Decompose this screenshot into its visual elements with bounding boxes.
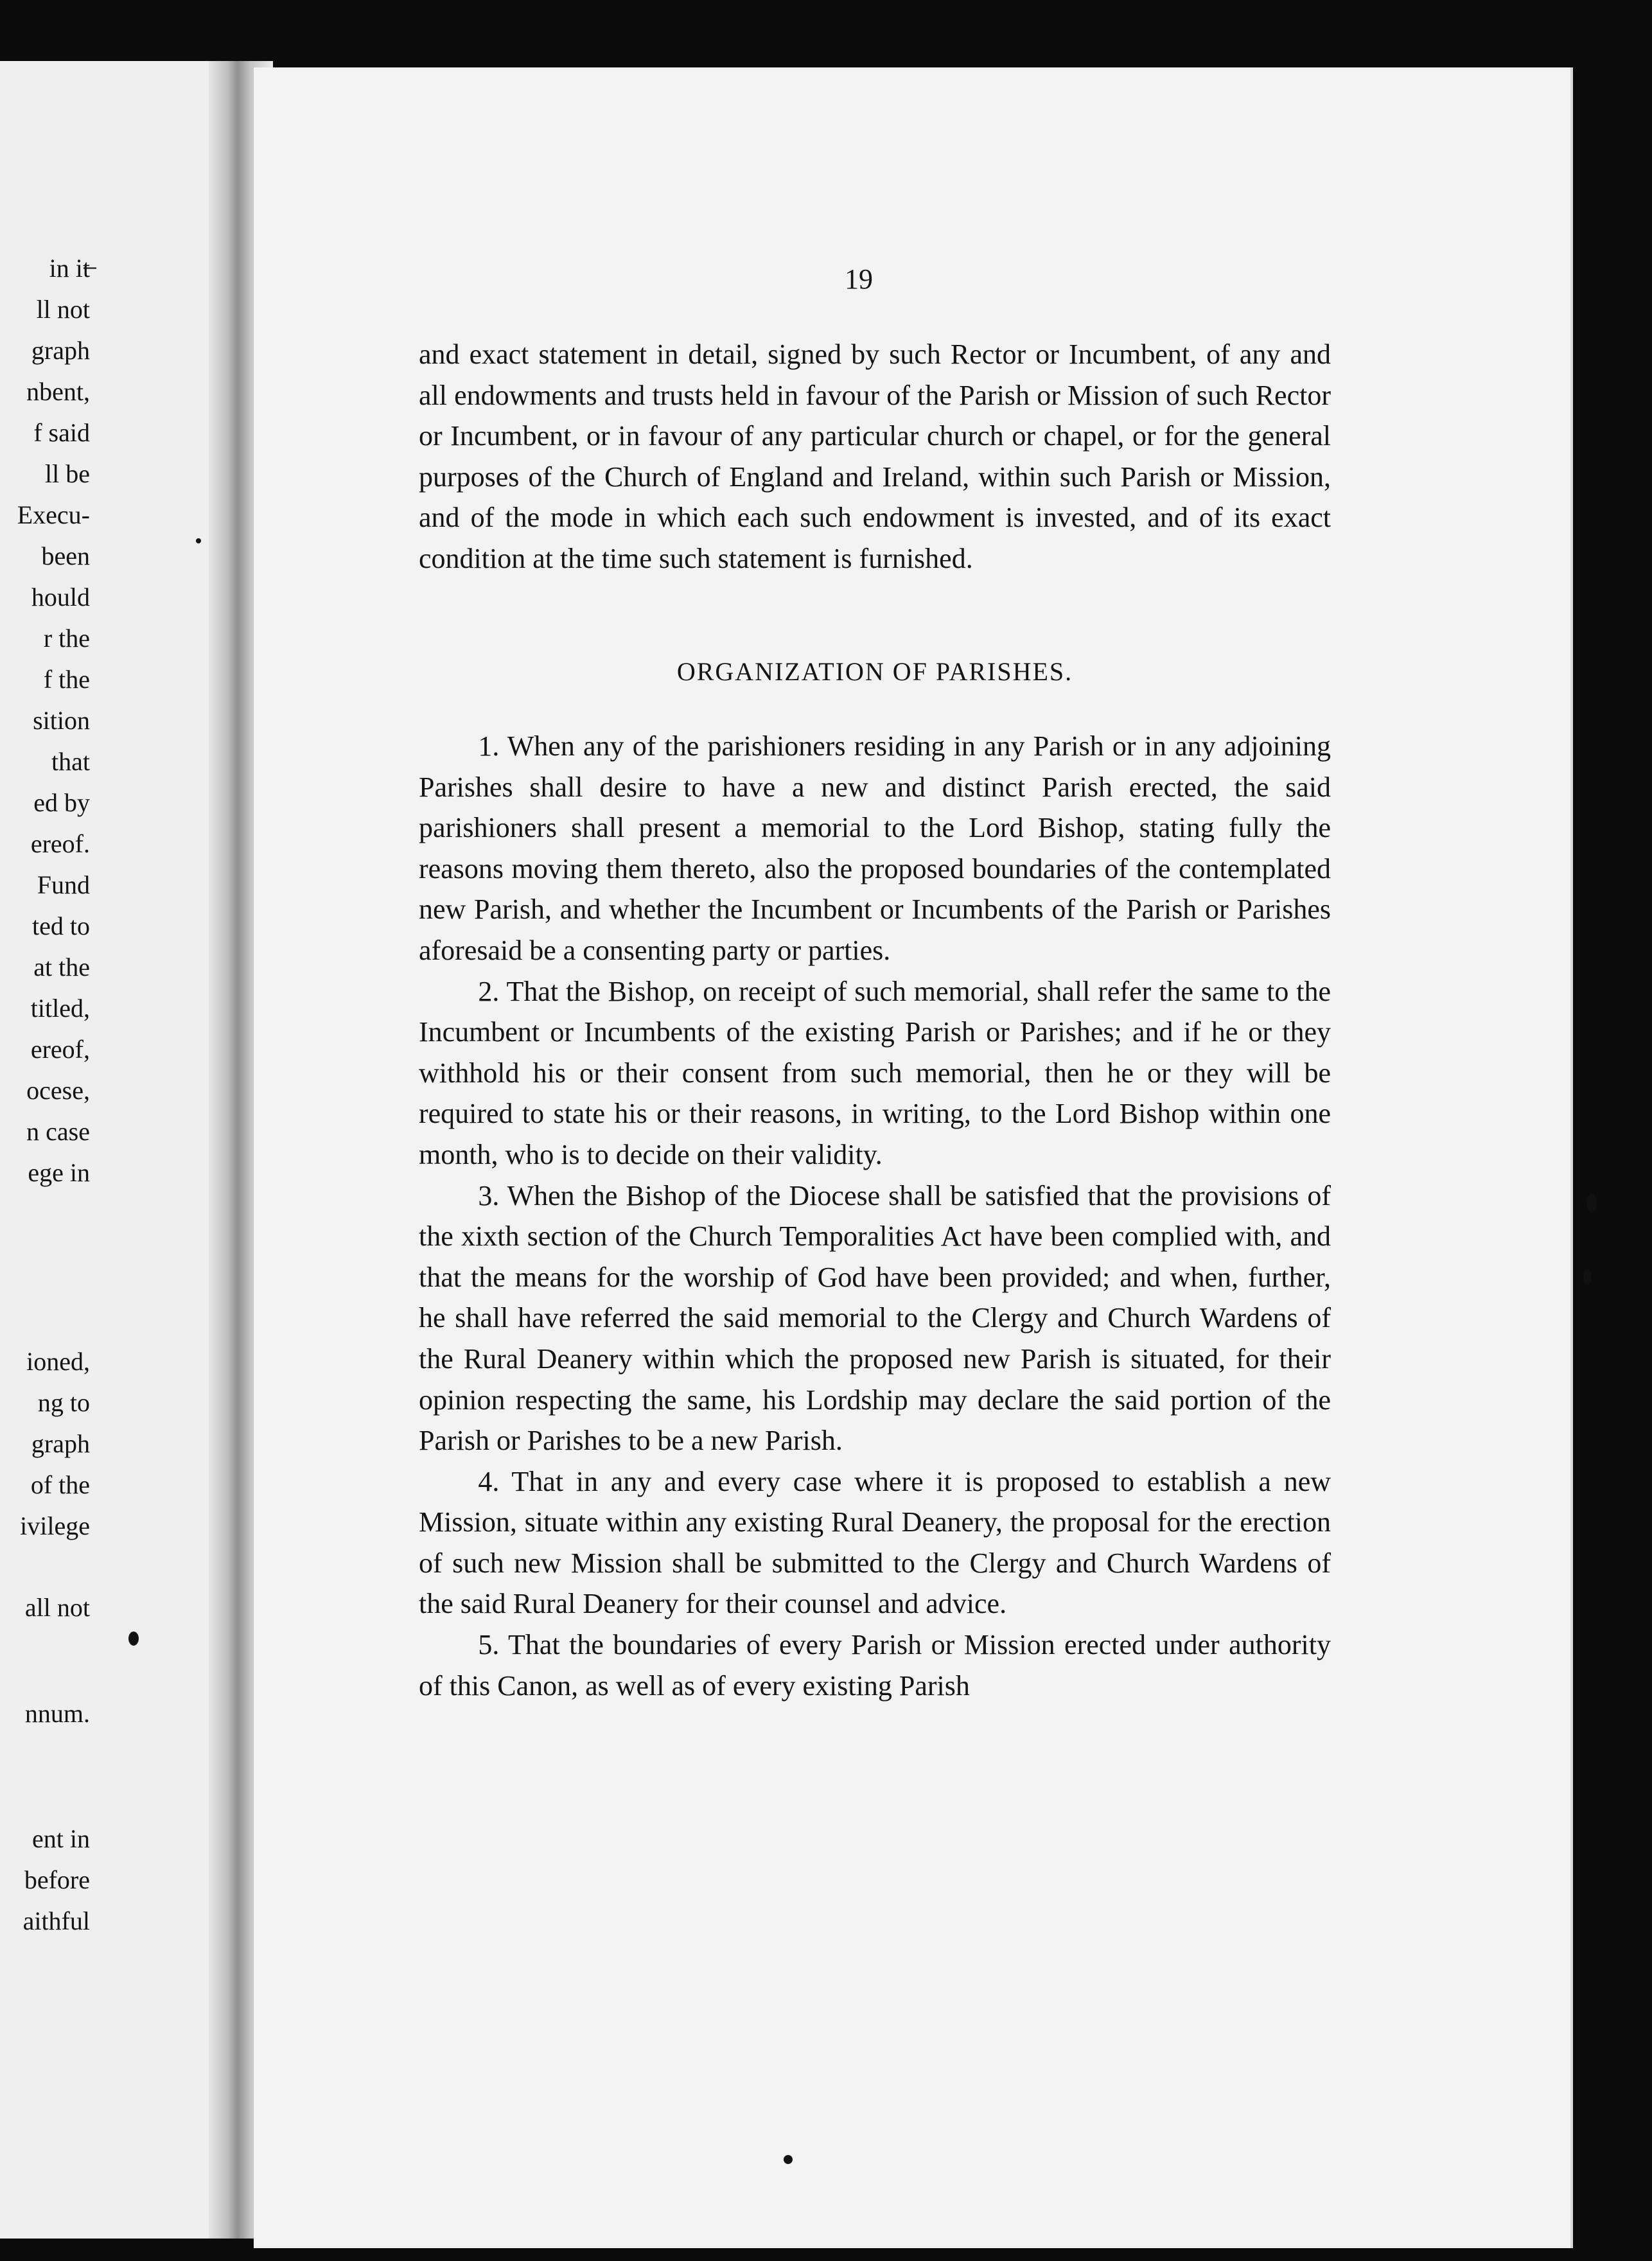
scan-speck <box>1583 1269 1591 1285</box>
fragment-line: graph <box>31 1429 90 1458</box>
scan-speck <box>784 2155 793 2164</box>
section-heading: ORGANIZATION OF PARISHES. <box>676 657 1073 686</box>
fragment-line: ereof, <box>30 1035 90 1064</box>
fragment-line: ng to <box>37 1388 90 1417</box>
fragment-line: ocese, <box>26 1076 90 1105</box>
paragraph-2: 2. That the Bishop, on receipt of such memorial, shall refer the same to the Incumbent or Incumbents of the existing Parish or Parishes; and if he or they withhold his or their consent from such memorial, then he or they will be required to state his or their reasons, in writing, to the Lord Bishop within one month, who is to decide on their validity. <box>419 975 1331 1170</box>
fragment-line: that <box>51 747 90 776</box>
fragment-line: all not <box>24 1593 90 1622</box>
fragment-line: of the <box>30 1470 90 1499</box>
fragment-line: ent in <box>32 1824 90 1853</box>
fragment-line: before <box>24 1865 90 1894</box>
fragment-line: f said <box>33 418 90 447</box>
fragment-line: hould <box>31 583 90 611</box>
fragment-line: at the <box>33 953 90 981</box>
fragment-line: ege in <box>28 1158 90 1187</box>
fragment-line: ted to <box>32 911 90 940</box>
fragment-line: graph <box>31 336 90 365</box>
fragment-line: ivilege <box>20 1511 90 1540</box>
page-number: 19 <box>845 263 873 295</box>
fragment-line: ed by <box>33 788 90 817</box>
fragment-line: ereof. <box>30 829 90 858</box>
fragment-line: in it̶ <box>49 254 90 283</box>
fragment-line: aithful <box>22 1906 90 1935</box>
paragraph-4: 4. That in any and every case where it is proposed to establish a new Mission, situate within any existing Rural Deanery, the proposal for the erection of such new Mission shall be submitted to the Clergy and Church Wardens of the said Rural Deanery for their counsel and advice. <box>419 1465 1331 1620</box>
paragraph-3: 3. When the Bishop of the Diocese shall be satisfied that the provisions of the xixth section of the Church Temporalities Act have been complied with, and that the means for the worship of God have been provided; and when, further, he shall have referred the said memorial to the Clergy and Church Wardens of the Rural Deanery within which the proposed new Parish is situated, for their opinion respecting the same, his Lordship may declare the said portion of the Parish or Parishes to be a new Parish. <box>419 1179 1331 1457</box>
scan-speck <box>128 1632 139 1646</box>
fragment-line: n case <box>26 1117 90 1146</box>
fragment-line: nbent, <box>26 377 90 406</box>
scan-speck <box>196 538 201 543</box>
paragraph-continuation: and exact statement in detail, signed by such Rector or Incumbent, of any and all endowments and trusts held in favour of the Parish or Mission of such Rector or Incumbent, or in favour of any particular church or chapel, or for the general purposes of the Church of England and Ireland, within such Parish or Mission, and of the mode in which each such endowment is invested, and of its exact condition at the time such statement is furnished. <box>419 339 1331 574</box>
scan-speck <box>1586 1193 1597 1213</box>
paragraph-5: 5. That the boundaries of every Parish or Mission erected under authority of this Canon, as well as of every existing Parish <box>419 1629 1331 1702</box>
fragment-line: r the <box>43 624 90 653</box>
fragment-line: f the <box>43 665 90 694</box>
numbered-paragraphs <box>419 726 1331 1706</box>
fragment-line: sition <box>33 706 90 735</box>
fragment-line: Execu- <box>17 500 90 529</box>
fragment-line: nnum. <box>24 1699 90 1728</box>
fragment-line: been <box>41 541 90 570</box>
continued-paragraph <box>419 334 1331 579</box>
fragment-line: ll not <box>36 295 90 324</box>
fragment-line: ioned, <box>26 1347 90 1376</box>
fragment-line: Fund <box>37 870 90 899</box>
paragraph-1: 1. When any of the parishioners residing in any Parish or in any adjoining Parishes shall desire to have a new and distinct Parish erected, the said parishioners shall present a memorial to the Lord Bishop, stating fully the reasons moving them thereto, also the proposed boundaries of the contemplated new Parish, and whether the Incumbent or Incumbents of the Parish or Parishes aforesaid be a consenting party or parties. <box>419 730 1331 966</box>
fragment-line: ll be <box>45 459 90 488</box>
fragment-line: titled, <box>30 994 90 1023</box>
